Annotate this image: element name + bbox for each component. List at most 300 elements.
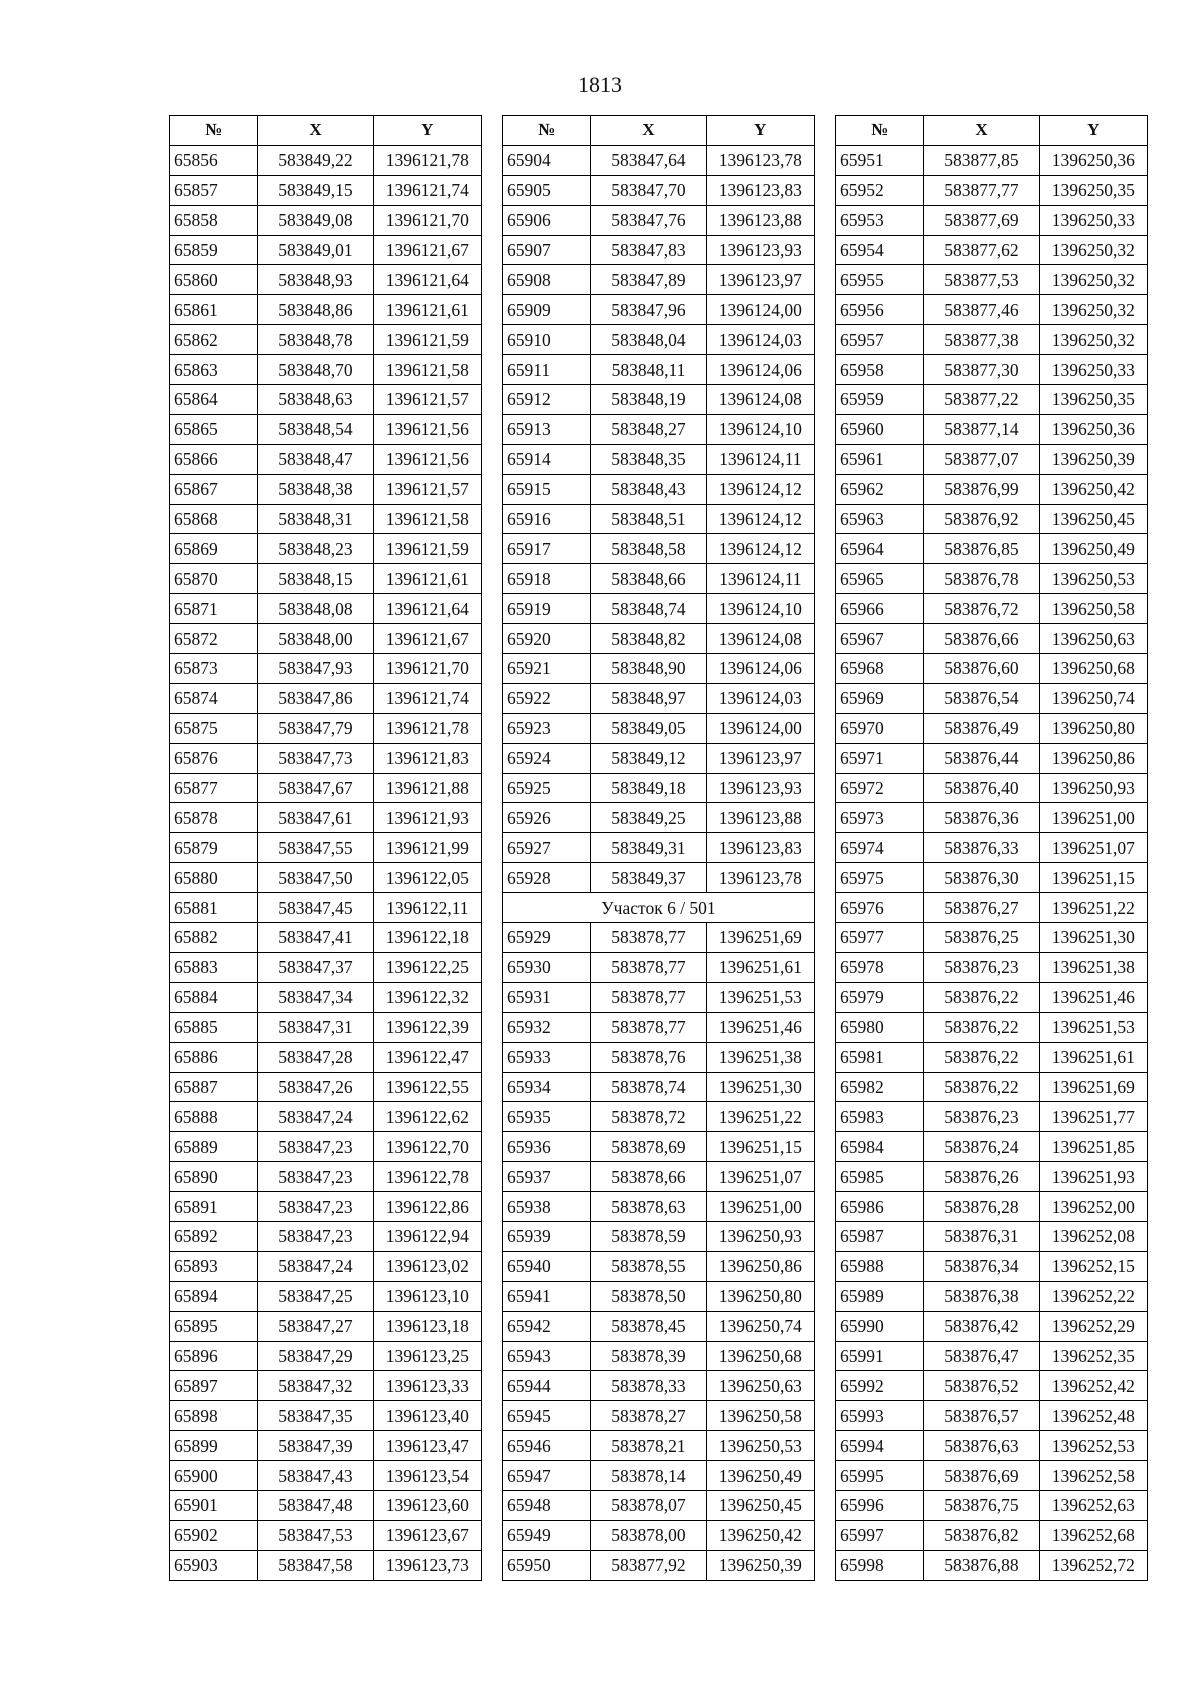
table-row bbox=[836, 683, 1148, 713]
x-coordinate-cell: 583847,45 bbox=[258, 893, 373, 923]
point-number-cell: 65902 bbox=[170, 1520, 258, 1550]
point-number-cell: 65866 bbox=[170, 444, 258, 474]
table-row bbox=[170, 1251, 482, 1281]
point-number-cell: 65993 bbox=[836, 1401, 924, 1431]
x-coordinate-cell: 583848,63 bbox=[258, 385, 373, 415]
table-row bbox=[170, 1042, 482, 1072]
table-row bbox=[503, 624, 815, 654]
table-row bbox=[170, 654, 482, 684]
table-row bbox=[503, 803, 815, 833]
y-coordinate-cell: 1396250,42 bbox=[706, 1520, 814, 1550]
y-coordinate-cell: 1396123,54 bbox=[373, 1461, 481, 1491]
y-coordinate-cell: 1396250,49 bbox=[1039, 534, 1147, 564]
table-row bbox=[836, 803, 1148, 833]
y-coordinate-cell: 1396121,93 bbox=[373, 803, 481, 833]
table-row bbox=[836, 504, 1148, 534]
table-row bbox=[503, 1012, 815, 1042]
table-row bbox=[503, 773, 815, 803]
table-row bbox=[836, 355, 1148, 385]
point-number-cell: 65985 bbox=[836, 1162, 924, 1192]
y-coordinate-cell: 1396123,25 bbox=[373, 1341, 481, 1371]
table-row bbox=[503, 833, 815, 863]
y-coordinate-cell: 1396250,45 bbox=[1039, 504, 1147, 534]
point-number-cell: 65955 bbox=[836, 265, 924, 295]
y-coordinate-cell: 1396123,97 bbox=[706, 743, 814, 773]
table-row bbox=[836, 444, 1148, 474]
point-number-cell: 65916 bbox=[503, 504, 591, 534]
x-coordinate-cell: 583847,23 bbox=[258, 1192, 373, 1222]
table-row bbox=[836, 534, 1148, 564]
table-row bbox=[836, 594, 1148, 624]
table-row bbox=[170, 444, 482, 474]
table-row bbox=[503, 1341, 815, 1371]
table-row bbox=[503, 564, 815, 594]
y-coordinate-cell: 1396122,70 bbox=[373, 1132, 481, 1162]
table-row bbox=[170, 743, 482, 773]
x-coordinate-cell: 583878,69 bbox=[591, 1132, 706, 1162]
point-number-cell: 65957 bbox=[836, 325, 924, 355]
x-coordinate-cell: 583876,60 bbox=[924, 654, 1039, 684]
point-number-cell: 65893 bbox=[170, 1251, 258, 1281]
table-row bbox=[836, 624, 1148, 654]
table-row bbox=[170, 803, 482, 833]
y-coordinate-cell: 1396251,22 bbox=[706, 1102, 814, 1132]
y-coordinate-cell: 1396123,83 bbox=[706, 175, 814, 205]
table-row bbox=[503, 1490, 815, 1520]
x-coordinate-cell: 583847,89 bbox=[591, 265, 706, 295]
x-coordinate-cell: 583876,40 bbox=[924, 773, 1039, 803]
x-coordinate-cell: 583849,25 bbox=[591, 803, 706, 833]
table-row bbox=[503, 414, 815, 444]
point-number-cell: 65987 bbox=[836, 1221, 924, 1251]
table-row bbox=[170, 1490, 482, 1520]
y-coordinate-cell: 1396122,55 bbox=[373, 1072, 481, 1102]
x-coordinate-cell: 583876,49 bbox=[924, 713, 1039, 743]
x-coordinate-cell: 583847,61 bbox=[258, 803, 373, 833]
table-row bbox=[836, 1311, 1148, 1341]
x-coordinate-cell: 583848,51 bbox=[591, 504, 706, 534]
y-coordinate-cell: 1396121,64 bbox=[373, 265, 481, 295]
point-number-cell: 65920 bbox=[503, 624, 591, 654]
point-number-cell: 65992 bbox=[836, 1371, 924, 1401]
point-number-cell: 65954 bbox=[836, 235, 924, 265]
x-coordinate-cell: 583849,37 bbox=[591, 863, 706, 893]
point-number-cell: 65884 bbox=[170, 982, 258, 1012]
point-number-cell: 65911 bbox=[503, 355, 591, 385]
point-number-cell: 65965 bbox=[836, 564, 924, 594]
y-coordinate-cell: 1396121,83 bbox=[373, 743, 481, 773]
x-coordinate-cell: 583876,52 bbox=[924, 1371, 1039, 1401]
table-row bbox=[836, 713, 1148, 743]
y-coordinate-cell: 1396124,00 bbox=[706, 295, 814, 325]
y-coordinate-cell: 1396250,39 bbox=[1039, 444, 1147, 474]
point-number-cell: 65980 bbox=[836, 1012, 924, 1042]
y-coordinate-cell: 1396250,68 bbox=[706, 1341, 814, 1371]
table-row bbox=[836, 1012, 1148, 1042]
table-row bbox=[170, 355, 482, 385]
table-row bbox=[836, 235, 1148, 265]
x-coordinate-cell: 583876,34 bbox=[924, 1251, 1039, 1281]
x-coordinate-cell: 583878,39 bbox=[591, 1341, 706, 1371]
y-coordinate-cell: 1396250,74 bbox=[706, 1311, 814, 1341]
table-row bbox=[836, 175, 1148, 205]
y-coordinate-cell: 1396250,32 bbox=[1039, 265, 1147, 295]
table-row bbox=[503, 863, 815, 893]
table-row bbox=[836, 1192, 1148, 1222]
point-number-cell: 65997 bbox=[836, 1520, 924, 1550]
table-row bbox=[170, 1341, 482, 1371]
x-coordinate-cell: 583847,31 bbox=[258, 1012, 373, 1042]
point-number-cell: 65944 bbox=[503, 1371, 591, 1401]
point-number-cell: 65964 bbox=[836, 534, 924, 564]
table-row bbox=[503, 743, 815, 773]
table-row bbox=[503, 1520, 815, 1550]
x-coordinate-cell: 583848,11 bbox=[591, 355, 706, 385]
table-row bbox=[503, 385, 815, 415]
y-coordinate-cell: 1396252,68 bbox=[1039, 1520, 1147, 1550]
point-number-cell: 65952 bbox=[836, 175, 924, 205]
page-number: 1813 bbox=[578, 72, 622, 97]
table-row bbox=[170, 624, 482, 654]
x-coordinate-cell: 583876,63 bbox=[924, 1431, 1039, 1461]
table-row bbox=[503, 982, 815, 1012]
point-number-cell: 65924 bbox=[503, 743, 591, 773]
x-coordinate-cell: 583876,72 bbox=[924, 594, 1039, 624]
x-coordinate-cell: 583848,93 bbox=[258, 265, 373, 295]
table-row bbox=[170, 1012, 482, 1042]
x-coordinate-cell: 583847,48 bbox=[258, 1490, 373, 1520]
point-number-cell: 65861 bbox=[170, 295, 258, 325]
x-coordinate-cell: 583848,82 bbox=[591, 624, 706, 654]
x-coordinate-cell: 583847,23 bbox=[258, 1221, 373, 1251]
point-number-cell: 65876 bbox=[170, 743, 258, 773]
x-coordinate-cell: 583848,00 bbox=[258, 624, 373, 654]
point-number-cell: 65973 bbox=[836, 803, 924, 833]
y-coordinate-cell: 1396251,07 bbox=[706, 1162, 814, 1192]
y-coordinate-cell: 1396251,07 bbox=[1039, 833, 1147, 863]
y-coordinate-cell: 1396124,00 bbox=[706, 713, 814, 743]
table-row bbox=[836, 145, 1148, 175]
table-row bbox=[170, 534, 482, 564]
x-coordinate-cell: 583847,29 bbox=[258, 1341, 373, 1371]
x-coordinate-cell: 583876,26 bbox=[924, 1162, 1039, 1192]
y-coordinate-cell: 1396123,40 bbox=[373, 1401, 481, 1431]
point-number-cell: 65963 bbox=[836, 504, 924, 534]
table-row bbox=[170, 893, 482, 923]
table-row bbox=[503, 1550, 815, 1580]
y-coordinate-cell: 1396251,30 bbox=[706, 1072, 814, 1102]
y-coordinate-cell: 1396121,57 bbox=[373, 474, 481, 504]
y-coordinate-cell: 1396124,12 bbox=[706, 504, 814, 534]
x-coordinate-cell: 583878,74 bbox=[591, 1072, 706, 1102]
table-row bbox=[170, 145, 482, 175]
table-row bbox=[503, 235, 815, 265]
table-row bbox=[503, 1401, 815, 1431]
point-number-cell: 65945 bbox=[503, 1401, 591, 1431]
point-number-cell: 65908 bbox=[503, 265, 591, 295]
y-coordinate-cell: 1396251,15 bbox=[1039, 863, 1147, 893]
table-row bbox=[503, 504, 815, 534]
x-coordinate-cell: 583878,77 bbox=[591, 982, 706, 1012]
table-row bbox=[836, 295, 1148, 325]
x-coordinate-cell: 583877,53 bbox=[924, 265, 1039, 295]
x-coordinate-cell: 583848,43 bbox=[591, 474, 706, 504]
x-coordinate-cell: 583876,31 bbox=[924, 1221, 1039, 1251]
table-row bbox=[503, 952, 815, 982]
table-row bbox=[503, 1102, 815, 1132]
y-coordinate-cell: 1396121,57 bbox=[373, 385, 481, 415]
point-number-cell: 65986 bbox=[836, 1192, 924, 1222]
table-row bbox=[170, 1072, 482, 1102]
y-coordinate-cell: 1396122,62 bbox=[373, 1102, 481, 1132]
table-row bbox=[503, 594, 815, 624]
y-coordinate-cell: 1396122,86 bbox=[373, 1192, 481, 1222]
table-row bbox=[170, 205, 482, 235]
point-number-cell: 65895 bbox=[170, 1311, 258, 1341]
x-coordinate-cell: 583878,14 bbox=[591, 1461, 706, 1491]
table-row bbox=[836, 654, 1148, 684]
point-number-cell: 65898 bbox=[170, 1401, 258, 1431]
y-coordinate-cell: 1396124,03 bbox=[706, 325, 814, 355]
x-coordinate-cell: 583877,69 bbox=[924, 205, 1039, 235]
table-row bbox=[170, 863, 482, 893]
x-coordinate-cell: 583848,78 bbox=[258, 325, 373, 355]
coordinates-table-3 bbox=[835, 115, 1148, 1581]
x-coordinate-cell: 583876,22 bbox=[924, 1072, 1039, 1102]
y-coordinate-cell: 1396121,56 bbox=[373, 444, 481, 474]
table-row bbox=[170, 385, 482, 415]
y-coordinate-cell: 1396121,64 bbox=[373, 594, 481, 624]
y-coordinate-cell: 1396250,58 bbox=[1039, 594, 1147, 624]
x-coordinate-cell: 583877,62 bbox=[924, 235, 1039, 265]
x-coordinate-cell: 583876,42 bbox=[924, 1311, 1039, 1341]
table-row bbox=[503, 1192, 815, 1222]
y-coordinate-cell: 1396250,58 bbox=[706, 1401, 814, 1431]
point-number-cell: 65873 bbox=[170, 654, 258, 684]
y-coordinate-cell: 1396250,63 bbox=[706, 1371, 814, 1401]
y-coordinate-cell: 1396250,86 bbox=[706, 1251, 814, 1281]
x-coordinate-cell: 583847,58 bbox=[258, 1550, 373, 1580]
y-coordinate-cell: 1396124,08 bbox=[706, 624, 814, 654]
point-number-cell: 65946 bbox=[503, 1431, 591, 1461]
point-number-cell: 65870 bbox=[170, 564, 258, 594]
header-number: № bbox=[170, 116, 258, 146]
table-row bbox=[170, 1401, 482, 1431]
point-number-cell: 65858 bbox=[170, 205, 258, 235]
y-coordinate-cell: 1396121,59 bbox=[373, 325, 481, 355]
x-coordinate-cell: 583876,25 bbox=[924, 923, 1039, 953]
x-coordinate-cell: 583877,77 bbox=[924, 175, 1039, 205]
x-coordinate-cell: 583848,23 bbox=[258, 534, 373, 564]
x-coordinate-cell: 583877,14 bbox=[924, 414, 1039, 444]
table-row bbox=[503, 1042, 815, 1072]
table-row bbox=[836, 564, 1148, 594]
y-coordinate-cell: 1396124,11 bbox=[706, 444, 814, 474]
x-coordinate-cell: 583847,43 bbox=[258, 1461, 373, 1491]
table-row bbox=[503, 534, 815, 564]
point-number-cell: 65956 bbox=[836, 295, 924, 325]
y-coordinate-cell: 1396121,70 bbox=[373, 205, 481, 235]
y-coordinate-cell: 1396250,49 bbox=[706, 1461, 814, 1491]
table-row bbox=[836, 265, 1148, 295]
coordinates-table-2 bbox=[502, 115, 815, 1581]
x-coordinate-cell: 583878,77 bbox=[591, 923, 706, 953]
x-coordinate-cell: 583876,33 bbox=[924, 833, 1039, 863]
table-row bbox=[170, 1520, 482, 1550]
point-number-cell: 65979 bbox=[836, 982, 924, 1012]
x-coordinate-cell: 583848,04 bbox=[591, 325, 706, 355]
point-number-cell: 65931 bbox=[503, 982, 591, 1012]
y-coordinate-cell: 1396252,48 bbox=[1039, 1401, 1147, 1431]
x-coordinate-cell: 583876,82 bbox=[924, 1520, 1039, 1550]
x-coordinate-cell: 583847,41 bbox=[258, 923, 373, 953]
y-coordinate-cell: 1396250,45 bbox=[706, 1490, 814, 1520]
point-number-cell: 65936 bbox=[503, 1132, 591, 1162]
table-row bbox=[503, 295, 815, 325]
x-coordinate-cell: 583848,74 bbox=[591, 594, 706, 624]
y-coordinate-cell: 1396124,06 bbox=[706, 654, 814, 684]
x-coordinate-cell: 583878,27 bbox=[591, 1401, 706, 1431]
point-number-cell: 65953 bbox=[836, 205, 924, 235]
x-coordinate-cell: 583878,72 bbox=[591, 1102, 706, 1132]
point-number-cell: 65882 bbox=[170, 923, 258, 953]
point-number-cell: 65885 bbox=[170, 1012, 258, 1042]
point-number-cell: 65862 bbox=[170, 325, 258, 355]
y-coordinate-cell: 1396251,15 bbox=[706, 1132, 814, 1162]
x-coordinate-cell: 583848,70 bbox=[258, 355, 373, 385]
x-coordinate-cell: 583876,22 bbox=[924, 982, 1039, 1012]
y-coordinate-cell: 1396123,67 bbox=[373, 1520, 481, 1550]
x-coordinate-cell: 583876,38 bbox=[924, 1281, 1039, 1311]
table-row bbox=[836, 1341, 1148, 1371]
y-coordinate-cell: 1396123,97 bbox=[706, 265, 814, 295]
point-number-cell: 65960 bbox=[836, 414, 924, 444]
x-coordinate-cell: 583848,54 bbox=[258, 414, 373, 444]
x-coordinate-cell: 583878,77 bbox=[591, 1012, 706, 1042]
table-row bbox=[836, 1281, 1148, 1311]
x-coordinate-cell: 583848,15 bbox=[258, 564, 373, 594]
y-coordinate-cell: 1396250,35 bbox=[1039, 175, 1147, 205]
table-row bbox=[170, 773, 482, 803]
x-coordinate-cell: 583876,75 bbox=[924, 1490, 1039, 1520]
point-number-cell: 65937 bbox=[503, 1162, 591, 1192]
table-row bbox=[170, 1102, 482, 1132]
table-header-row bbox=[836, 116, 1148, 146]
y-coordinate-cell: 1396124,10 bbox=[706, 594, 814, 624]
x-coordinate-cell: 583849,31 bbox=[591, 833, 706, 863]
x-coordinate-cell: 583876,23 bbox=[924, 952, 1039, 982]
x-coordinate-cell: 583848,19 bbox=[591, 385, 706, 415]
y-coordinate-cell: 1396123,73 bbox=[373, 1550, 481, 1580]
point-number-cell: 65949 bbox=[503, 1520, 591, 1550]
point-number-cell: 65928 bbox=[503, 863, 591, 893]
point-number-cell: 65905 bbox=[503, 175, 591, 205]
point-number-cell: 65875 bbox=[170, 713, 258, 743]
point-number-cell: 65932 bbox=[503, 1012, 591, 1042]
table-row bbox=[170, 713, 482, 743]
point-number-cell: 65899 bbox=[170, 1431, 258, 1461]
table-row bbox=[170, 1281, 482, 1311]
y-coordinate-cell: 1396121,67 bbox=[373, 624, 481, 654]
point-number-cell: 65981 bbox=[836, 1042, 924, 1072]
table-row bbox=[503, 713, 815, 743]
y-coordinate-cell: 1396121,74 bbox=[373, 175, 481, 205]
point-number-cell: 65933 bbox=[503, 1042, 591, 1072]
x-coordinate-cell: 583878,55 bbox=[591, 1251, 706, 1281]
table-row bbox=[503, 1072, 815, 1102]
y-coordinate-cell: 1396124,08 bbox=[706, 385, 814, 415]
header-y: Y bbox=[1039, 116, 1147, 146]
y-coordinate-cell: 1396251,53 bbox=[1039, 1012, 1147, 1042]
y-coordinate-cell: 1396250,74 bbox=[1039, 683, 1147, 713]
y-coordinate-cell: 1396250,68 bbox=[1039, 654, 1147, 684]
table-row bbox=[170, 923, 482, 953]
point-number-cell: 65938 bbox=[503, 1192, 591, 1222]
header-x: X bbox=[591, 116, 706, 146]
point-number-cell: 65962 bbox=[836, 474, 924, 504]
x-coordinate-cell: 583877,22 bbox=[924, 385, 1039, 415]
point-number-cell: 65990 bbox=[836, 1311, 924, 1341]
x-coordinate-cell: 583849,15 bbox=[258, 175, 373, 205]
x-coordinate-cell: 583849,18 bbox=[591, 773, 706, 803]
point-number-cell: 65887 bbox=[170, 1072, 258, 1102]
y-coordinate-cell: 1396122,05 bbox=[373, 863, 481, 893]
point-number-cell: 65934 bbox=[503, 1072, 591, 1102]
table-row bbox=[170, 1132, 482, 1162]
y-coordinate-cell: 1396250,36 bbox=[1039, 414, 1147, 444]
y-coordinate-cell: 1396251,22 bbox=[1039, 893, 1147, 923]
table-row bbox=[503, 683, 815, 713]
y-coordinate-cell: 1396251,00 bbox=[1039, 803, 1147, 833]
point-number-cell: 65891 bbox=[170, 1192, 258, 1222]
point-number-cell: 65921 bbox=[503, 654, 591, 684]
table-row bbox=[170, 325, 482, 355]
y-coordinate-cell: 1396122,47 bbox=[373, 1042, 481, 1072]
x-coordinate-cell: 583848,58 bbox=[591, 534, 706, 564]
point-number-cell: 65859 bbox=[170, 235, 258, 265]
y-coordinate-cell: 1396250,93 bbox=[706, 1221, 814, 1251]
table-row bbox=[170, 952, 482, 982]
table-row bbox=[170, 295, 482, 325]
table-row bbox=[170, 414, 482, 444]
x-coordinate-cell: 583849,05 bbox=[591, 713, 706, 743]
point-number-cell: 65903 bbox=[170, 1550, 258, 1580]
table-row bbox=[503, 444, 815, 474]
table-row bbox=[170, 1162, 482, 1192]
y-coordinate-cell: 1396250,39 bbox=[706, 1550, 814, 1580]
x-coordinate-cell: 583847,76 bbox=[591, 205, 706, 235]
point-number-cell: 65865 bbox=[170, 414, 258, 444]
table-row bbox=[170, 982, 482, 1012]
table-row bbox=[836, 414, 1148, 444]
table-row bbox=[170, 1550, 482, 1580]
y-coordinate-cell: 1396123,10 bbox=[373, 1281, 481, 1311]
point-number-cell: 65896 bbox=[170, 1341, 258, 1371]
x-coordinate-cell: 583876,22 bbox=[924, 1012, 1039, 1042]
y-coordinate-cell: 1396122,18 bbox=[373, 923, 481, 953]
point-number-cell: 65995 bbox=[836, 1461, 924, 1491]
x-coordinate-cell: 583877,92 bbox=[591, 1550, 706, 1580]
x-coordinate-cell: 583847,83 bbox=[591, 235, 706, 265]
point-number-cell: 65943 bbox=[503, 1341, 591, 1371]
table-row bbox=[503, 654, 815, 684]
point-number-cell: 65915 bbox=[503, 474, 591, 504]
x-coordinate-cell: 583847,73 bbox=[258, 743, 373, 773]
x-coordinate-cell: 583876,30 bbox=[924, 863, 1039, 893]
y-coordinate-cell: 1396123,88 bbox=[706, 205, 814, 235]
x-coordinate-cell: 583847,27 bbox=[258, 1311, 373, 1341]
point-number-cell: 65961 bbox=[836, 444, 924, 474]
